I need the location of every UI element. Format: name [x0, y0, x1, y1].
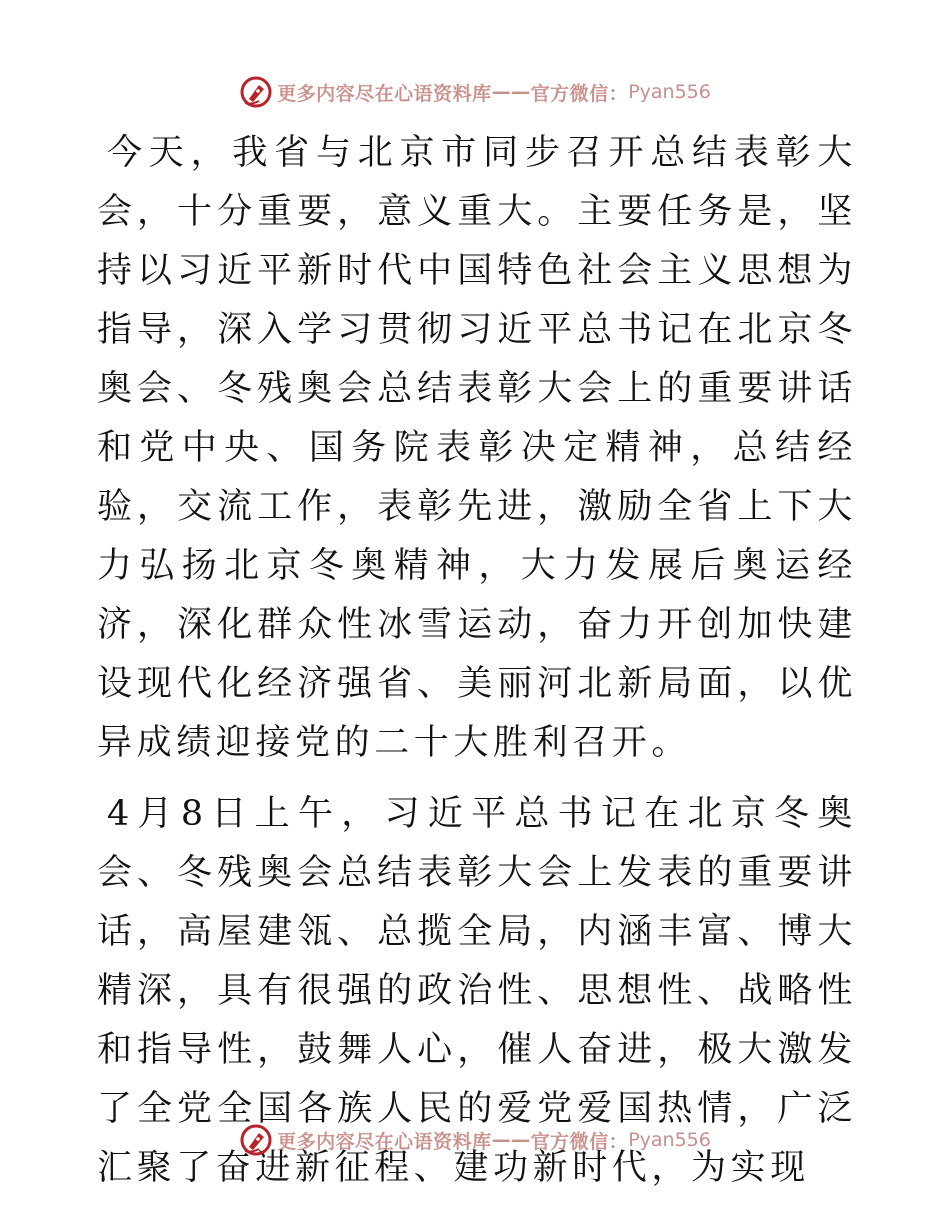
- header-banner: [0, 72, 950, 112]
- banner-slogan: 更多内容尽在心语资料库: [277, 1130, 492, 1153]
- banner-wechat-label: 官方微信：: [530, 1130, 629, 1153]
- banner-dash: ——: [491, 81, 531, 103]
- banner-wechat-label: 官方微信：: [530, 82, 629, 105]
- paragraph-1: 今天，我省与北京市同步召开总结表彰大会，十分重要，意义重大。主要任务是，坚持以习近平新时代中国特色社会主义思想为指导，深入学习贯彻习近平总书记在北京冬奥会、冬残奥会总结表彰大会上的重要讲话和党中央、国务院表彰决定精神，总结经验，交流工作，表彰先进，激励全省上下大力弘扬北京冬奥精神，大力发展后奥运经济，深化群众性冰雪运动，奋力开创加快建设现代化经济强省、美丽河北新局面，以优异成绩迎接党的二十大胜利召开。: [97, 133, 857, 763]
- document-body: [97, 124, 857, 1198]
- pen-nib-logo-icon: [239, 1123, 273, 1157]
- paragraph-2: 4月8日上午，习近平总书记在北京冬奥会、冬残奥会总结表彰大会上发表的重要讲话，高屋建瓴、总揽全局，内涵丰富、博大精深，具有很强的政治性、思想性、战略性和指导性，鼓舞人心，催人奋进，极大激发了全党全国各族人民的爱党爱国热情，广泛汇聚了奋进新征程、建功新时代，为实现: [97, 794, 857, 1188]
- banner-dash: ——: [491, 1129, 531, 1151]
- banner-wechat-id: Pyan556: [628, 81, 711, 103]
- banner-slogan: 更多内容尽在心语资料库: [277, 82, 492, 105]
- pen-nib-logo-icon: [239, 75, 273, 109]
- banner-wechat-id: Pyan556: [628, 1129, 711, 1151]
- footer-banner: [0, 1120, 950, 1160]
